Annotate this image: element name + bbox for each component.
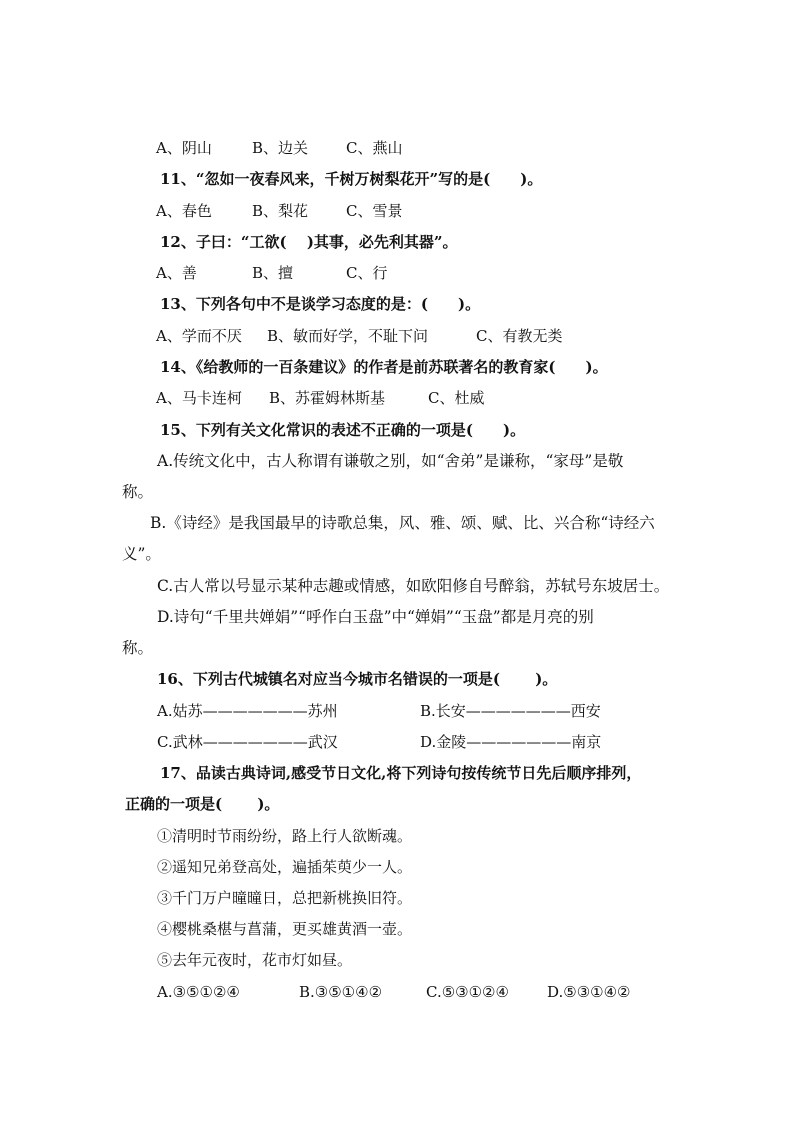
q15-option-b-line2: 义”。 — [122, 545, 161, 563]
q15-option-d-line2: 称。 — [122, 639, 154, 657]
q17-option-b: B.③⑤①④② — [299, 983, 383, 1001]
q17-stem-line1: 17、品读古典诗词,感受节日文化,将下列诗句按传统节日先后顺序排列， — [160, 764, 642, 782]
q15-option-c-line1: C.古人常以号显示某种志趣或情感，如欧阳修自号醉翁，苏轼号东坡居士。 — [157, 577, 670, 595]
q15-option-d-line1: D.诗句“千里共婵娟”“呼作白玉盘”中“婵娟”“玉盘”都是月亮的别 — [157, 608, 594, 626]
q13-option-b: B、敏而好学，不耻下问 — [267, 327, 429, 345]
q13-option-c: C、有教无类 — [476, 327, 563, 345]
q17-item-3: ③千门万户曈曈日，总把新桃换旧符。 — [157, 889, 413, 907]
q15-option-b-line1: B.《诗经》是我国最早的诗歌总集，风、雅、颂、赋、比、兴合称“诗经六 — [150, 514, 655, 532]
q17-option-d: D.⑤③①④② — [547, 983, 631, 1001]
q10-option-c: C、燕山 — [346, 139, 403, 157]
q12-option-c: C、行 — [346, 264, 388, 282]
q13-option-a: A、学而不厌 — [156, 327, 242, 345]
q13-stem: 13、下列各句中不是谈学习态度的是：( )。 — [160, 295, 481, 313]
q17-option-a: A.③⑤①②④ — [157, 983, 240, 1001]
q10-option-a: A、阴山 — [156, 139, 212, 157]
q11-option-b: B、梨花 — [252, 202, 309, 220]
q14-option-c: C、杜威 — [428, 389, 485, 407]
q15-option-a-line2: 称。 — [122, 483, 154, 501]
q16-option-d: D.金陵———————南京 — [420, 733, 602, 751]
q17-item-4: ④樱桃桑椹与菖蒲，更买雄黄酒一壶。 — [157, 920, 413, 938]
q11-option-c: C、雪景 — [346, 202, 403, 220]
q12-option-b: B、擅 — [252, 264, 294, 282]
q16-option-b: B.长安———————西安 — [420, 702, 601, 720]
q11-option-a: A、春色 — [156, 202, 212, 220]
q15-option-a-line1: A.传统文化中，古人称谓有谦敬之别，如“舍弟”是谦称，“家母”是敬 — [157, 452, 624, 470]
q17-item-2: ②遥知兄弟登高处，遍插茱萸少一人。 — [157, 858, 413, 876]
q14-stem: 14、《给教师的一百条建议》的作者是前苏联著名的教育家( )。 — [160, 358, 608, 376]
q11-stem: 11、“忽如一夜春风来，千树万树梨花开”写的是( )。 — [160, 170, 543, 188]
q14-option-b: B、苏霍姆林斯基 — [269, 389, 386, 407]
q17-item-5: ⑤去年元夜时，花市灯如昼。 — [157, 951, 353, 969]
q16-option-a: A.姑苏———————苏州 — [157, 702, 338, 720]
q17-item-1: ①清明时节雨纷纷，路上行人欲断魂。 — [157, 827, 413, 845]
q17-stem-line2: 正确的一项是( )。 — [125, 795, 280, 813]
q16-option-c: C.武林———————武汉 — [157, 733, 338, 751]
q17-option-c: C.⑤③①②④ — [426, 983, 509, 1001]
q10-option-b: B、边关 — [252, 139, 309, 157]
q12-stem: 12、子曰：“工欲( )其事，必先利其器”。 — [160, 233, 458, 251]
q14-option-a: A、马卡连柯 — [156, 389, 242, 407]
q16-stem: 16、下列古代城镇名对应当今城市名错误的一项是( )。 — [157, 670, 558, 688]
q15-stem: 15、下列有关文化常识的表述不正确的一项是( )。 — [160, 421, 526, 439]
q12-option-a: A、善 — [156, 264, 197, 282]
